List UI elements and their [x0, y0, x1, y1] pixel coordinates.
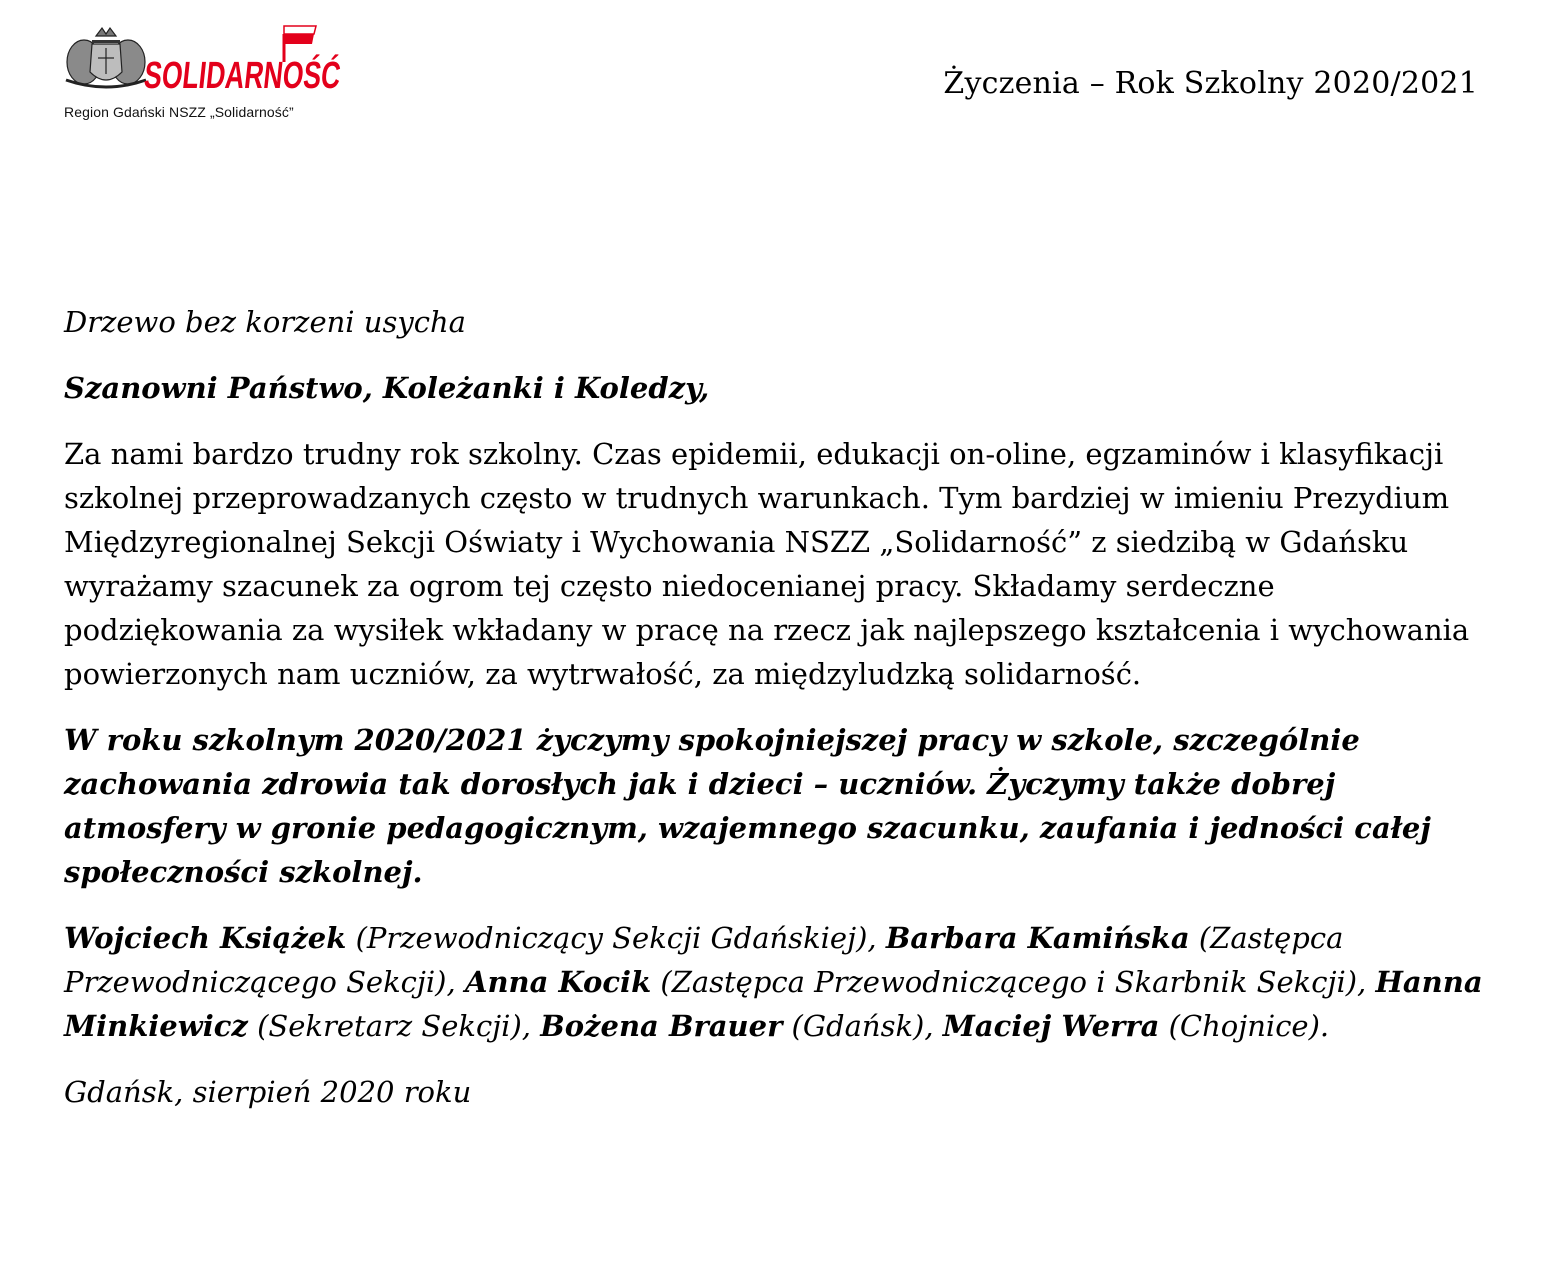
signatory-role: (Sekretarz Sekcji), — [247, 1009, 541, 1043]
signatory-name: Bożena Brauer — [540, 1009, 783, 1043]
letter-place-date: Gdańsk, sierpień 2020 roku — [64, 1075, 472, 1109]
signatory-name: Hanna Minkiewicz — [64, 965, 1483, 1043]
letter-wishes: W roku szkolnym 2020/2021 życzymy spokojniejszej pracy w szkole, szczególnie zachowania zdrowia tak dorosłych jak i dzieci – uczniów. Życzymy także dobrej atmosfery w gronie pedagogicznym, wzajemnego szacunku, zaufania i jedności całej społeczności szkolnej. — [64, 723, 1431, 889]
coat-of-arms-icon — [66, 28, 146, 87]
document-header — [0, 0, 1546, 140]
signatory-role: (Zastępca Przewodniczącego i Skarbnik Sekcji), — [651, 965, 1376, 999]
document-title: Życzenia – Rok Szkolny 2020/2021 — [943, 66, 1478, 101]
letter-signatories — [64, 916, 1484, 1048]
signatory-role: (Przewodniczący Sekcji Gdańskiej), — [346, 921, 886, 955]
logo-wordmark-text: SOLIDARNOŚĆ — [142, 55, 428, 97]
logo-caption: Region Gdański NSZZ „Solidarność” — [64, 104, 294, 120]
solidarnosc-emblem-icon — [62, 22, 428, 102]
signatory-name: Maciej Werra — [942, 1009, 1160, 1043]
letter-body: Za nami bardzo trudny rok szkolny. Czas epidemii, edukacji on-oline, egzaminów i klasyfikacji szkolnej przeprowadzanych często w trudnych warunkach. Tym bardziej w imieniu Prezydium Międzyregionalnej Sekcji Oświaty i Wychowania NSZZ „Solidarność” z siedzibą w Gdańsku wyrażamy szacunek za ogrom tej często niedocenianej pracy. Składamy serdeczne podziękowania za wysiłek wkładany w pracę na rzecz jak najlepszego kształcenia i wychowania powierzonych nam uczniów, za wytrwałość, za międzyludzką solidarność. — [64, 437, 1470, 691]
letter-salutation: Szanowni Państwo, Koleżanki i Koledzy, — [64, 371, 710, 405]
signatory-name: Wojciech Książek — [64, 921, 347, 955]
signatory-role: (Zastępca Przewodniczącego Sekcji), — [64, 921, 1344, 999]
signatory-name: Barbara Kamińska — [885, 921, 1190, 955]
signatory-name: Anna Kocik — [464, 965, 652, 999]
letter-motto: Drzewo bez korzeni usycha — [64, 305, 466, 339]
solidarnosc-region-logo — [62, 22, 428, 122]
letter-content — [64, 300, 1484, 1136]
signatory-role: (Gdańsk), — [782, 1009, 943, 1043]
signatory-role: (Chojnice). — [1159, 1009, 1330, 1043]
